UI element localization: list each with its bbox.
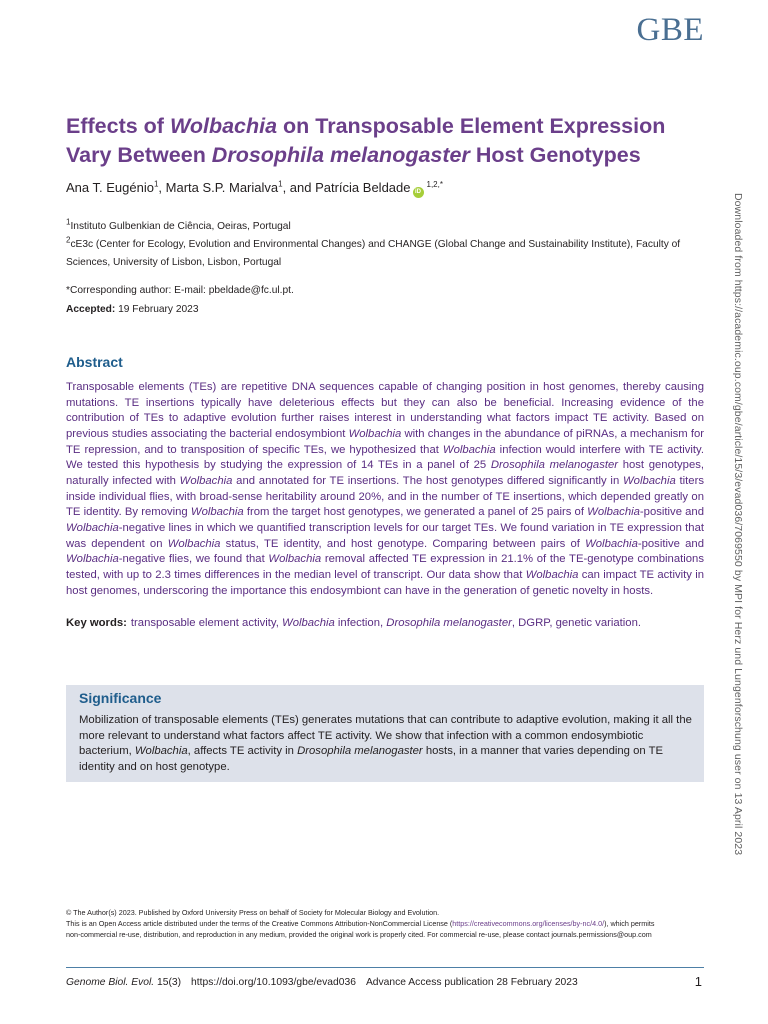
affiliation-2	[66, 236, 706, 272]
italic-run: Drosophila melanogaster	[386, 617, 512, 629]
author-name: Ana T. Eugénio	[66, 180, 154, 195]
text-run: -positive and	[639, 506, 705, 519]
author-list	[66, 180, 443, 198]
page-number: 1	[694, 974, 702, 989]
italic-run: Drosophila melanogaster	[211, 143, 470, 167]
abstract-text	[66, 380, 704, 599]
text-run: infection,	[334, 617, 387, 629]
accepted-value: 19 February 2023	[115, 304, 199, 315]
orcid-icon[interactable]: iD	[413, 187, 424, 198]
italic-run: Wolbachia	[268, 553, 322, 566]
text-run: Transposable elements (TEs) are repetitive DNA sequences capable of changing position in host genomes, thereby causing mutations. TE insertions typically have deleterious effects but they can also be beneficial. Increasing evidence of the contribution of TEs to adaptive evolution further raises interest in understanding what factors impact TE activity. Based on previous studies associating the bacterial endosymbiont	[66, 381, 704, 440]
text-run: -negative flies, we found that	[118, 553, 269, 566]
significance-text	[79, 713, 692, 775]
italic-run: Drosophila melanogaster	[490, 459, 619, 472]
license-text-end: ), which permits	[604, 919, 655, 928]
author-name: Patrícia Beldade	[315, 180, 411, 195]
copyright-line-2	[66, 918, 706, 929]
italic-run: Wolbachia	[348, 427, 402, 440]
text-run: -positive and	[637, 537, 704, 550]
text-run: infection would interfere with TE activity. We tested this hypothesis by studying the expression of 14 TEs in a panel of 25	[66, 443, 704, 472]
journal-abbrev: Genome Biol. Evol.	[66, 977, 155, 988]
text-run: -negative lines in which we quantified transcription levels for our target TEs. We found variation in TE expression that was dependent on	[66, 521, 704, 550]
italic-run: Wolbachia	[167, 537, 221, 550]
journal-volume: 15(3)	[154, 977, 182, 988]
text-run: can impact TE activity in host genomes, underscoring the importance this endosymbiont can have in the generation of genetic novelty in hosts.	[66, 568, 704, 597]
copyright-line-3: non-commercial re-use, distribution, and reproduction in any medium, provided the original work is properly cited. For commercial re-use, please contact journals.permissions@oup.com	[66, 930, 652, 939]
footer-citation	[66, 977, 578, 988]
text-run: status, TE identity, and host genotype. Comparing between pairs of	[220, 537, 586, 550]
italic-run: Wolbachia	[442, 443, 496, 456]
text-run: with changes in the abundance of piRNAs, a mechanism for TE repression, and to transposition of specific TEs, we hypothesized that	[66, 427, 705, 456]
license-link[interactable]: https://creativecommons.org/licenses/by-nc/4.0/	[452, 919, 605, 928]
download-watermark: Downloaded from https://academic.oup.com/gbe/article/15/3/evad036/7069550 by MPI for Herz und Lungenforschung user on 13 April 2023	[732, 193, 744, 856]
affiliation-marker: 2	[66, 235, 71, 245]
italic-run: Wolbachia	[282, 617, 335, 629]
text-run: titers inside individual flies, with broad-sense heritability around 20%, and in the number of TE insertions, which depended greatly on TE identity. By removing	[66, 474, 704, 519]
italic-run: Drosophila melanogaster	[297, 745, 423, 758]
license-text: This is an Open Access article distributed under the terms of the Creative Commons Attribution-NonCommercial License (	[66, 919, 453, 928]
text-run: host genotypes, naturally infected with	[66, 459, 705, 487]
author-affiliation-marker: 1	[153, 179, 159, 189]
journal-logo: GBE	[636, 12, 704, 48]
author-affiliation-marker: 1	[278, 179, 283, 189]
significance-heading: Significance	[79, 690, 162, 706]
keywords	[66, 615, 704, 631]
accepted-label: Accepted:	[66, 304, 116, 315]
italic-run: Wolbachia	[169, 114, 278, 138]
author-affiliation-marker: 1,2,*	[426, 179, 443, 189]
author-separator: , and	[282, 180, 316, 195]
text-run: from the target host genotypes, we generated a panel of 25 pairs of	[243, 506, 588, 519]
copyright-line-1: © The Author(s) 2023. Published by Oxford University Press on behalf of Society for Molecular Biology and Evolution.	[66, 908, 440, 917]
text-run: Effects of	[66, 114, 170, 138]
article-title	[66, 112, 706, 170]
keywords-label: Key words:	[66, 617, 127, 629]
author-name: Marta S.P. Marialva	[165, 180, 279, 195]
text-run: on Transposable Element Expression Vary Between	[66, 114, 666, 167]
affiliation-text: Instituto Gulbenkian de Ciência, Oeiras, Portugal	[70, 221, 291, 232]
footer-divider	[66, 967, 704, 968]
abstract-heading: Abstract	[66, 354, 123, 370]
text-run: , DGRP, genetic variation.	[511, 617, 642, 629]
text-run: , affects TE activity in	[187, 745, 298, 758]
italic-run: Wolbachia	[585, 537, 638, 550]
text-run: transposable element activity,	[130, 617, 283, 629]
affiliation-1	[66, 218, 706, 236]
corresponding-author: *Corresponding author: E-mail: pbeldade@fc.ul.pt.	[66, 285, 294, 296]
italic-run: Wolbachia	[190, 506, 244, 519]
significance-box	[66, 685, 704, 782]
italic-run: Wolbachia	[623, 474, 676, 487]
text-run: removal affected TE expression in 21.1% of the TE-genotype combinations tested, with up to 2.3 times differences in the median level of transcript. Our data show that	[66, 553, 704, 581]
author-separator: ,	[158, 180, 166, 195]
affiliation-text: cE3c (Center for Ecology, Evolution and Environmental Changes) and CHANGE (Global Change and Sustainability Institute), Faculty of Sciences, University of Lisbon, Lisbon, Portugal	[66, 239, 681, 268]
keywords-list	[131, 617, 641, 629]
italic-run: Wolbachia	[179, 474, 233, 487]
text-run: Mobilization of transposable elements (TEs) generates mutations that can contribute to adaptive evolution, making it all the more relevant to understand what factors affect TE activity. We show that infection with a common endosymbiotic bacterium,	[79, 714, 692, 758]
accepted-date	[66, 304, 199, 315]
italic-run: Wolbachia	[525, 568, 579, 581]
text-run: Host Genotypes	[469, 143, 641, 167]
doi-link[interactable]: https://doi.org/10.1093/gbe/evad036	[191, 977, 356, 988]
advance-access: Advance Access publication 28 February 2023	[365, 977, 578, 988]
italic-run: Wolbachia	[66, 553, 119, 566]
text-run: and annotated for TE insertions. The host genotypes differed significantly in	[232, 474, 623, 487]
italic-run: Wolbachia	[134, 745, 188, 758]
italic-run: Wolbachia	[587, 506, 640, 519]
italic-run: Wolbachia	[66, 521, 119, 534]
copyright-notice	[66, 907, 706, 940]
text-run: hosts, in a manner that varies depending on TE identity and on host genotype.	[79, 745, 664, 773]
affiliation-marker: 1	[66, 217, 71, 227]
